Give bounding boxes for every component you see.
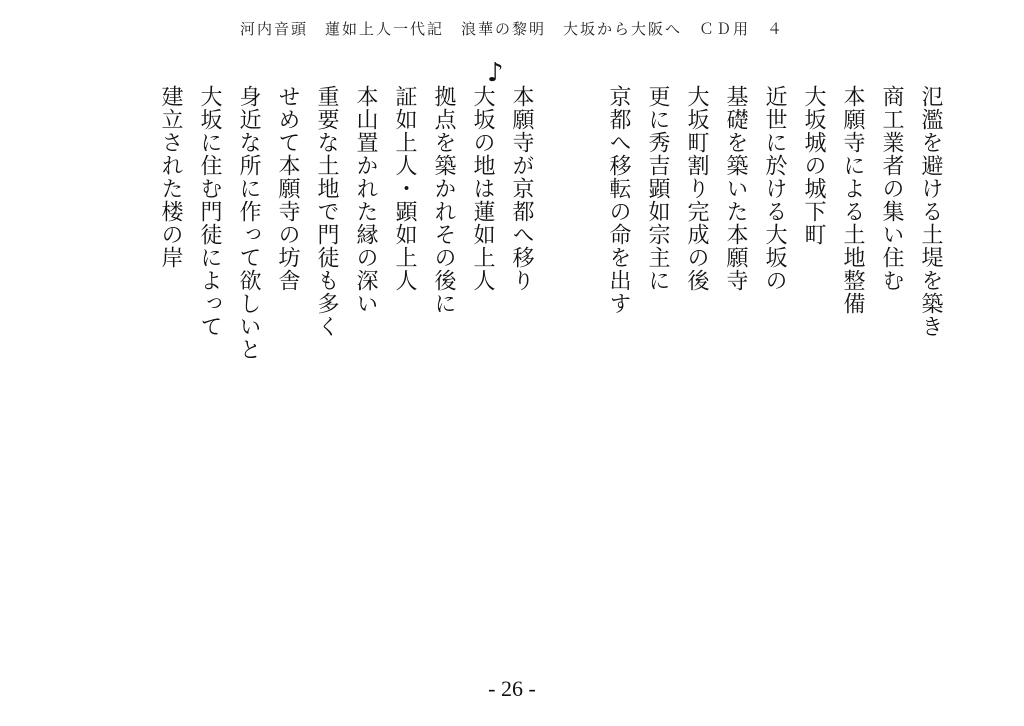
- lyric-line: 大坂の地は蓮如上人: [470, 85, 495, 292]
- lyric-line: 本願寺が京都へ移り: [509, 85, 534, 292]
- lyric-line: 証如上人・顕如上人: [392, 85, 417, 292]
- lyric-line: 大坂城の城下町: [801, 85, 826, 246]
- lyric-line: 本願寺による土地整備: [840, 85, 865, 315]
- page-number: - 26 -: [488, 676, 536, 701]
- lyric-line: 建立された楼の岸: [158, 85, 183, 269]
- lyric-line: 本山置かれた縁の深い: [353, 85, 378, 315]
- music-note-icon: ♪: [487, 58, 504, 88]
- lyric-line: 基礎を築いた本願寺: [723, 85, 748, 292]
- lyric-line: 重要な土地で門徒も多く: [314, 85, 339, 338]
- page-header: 河内音頭 蓮如上人一代記 浪華の黎明 大坂から大阪へ ＣＤ用 ４: [239, 20, 784, 38]
- lyric-line: 氾濫を避ける土堤を築き: [918, 85, 943, 338]
- lyric-line: 身近な所に作って欲しいと: [236, 85, 261, 361]
- lyric-line: 大坂に住む門徒によって: [197, 85, 222, 338]
- lyrics-body: [151, 85, 950, 445]
- lyric-line: 商工業者の集い住む: [879, 85, 904, 292]
- lyric-line: せめて本願寺の坊舎: [275, 85, 300, 292]
- lyric-line: 京都へ移転の命を出す: [606, 85, 631, 315]
- lyric-line: 拠点を築かれその後に: [431, 85, 456, 315]
- section-divider: [541, 85, 599, 445]
- lyric-line: 更に秀吉顕如宗主に: [645, 85, 670, 292]
- lyric-line: 近世に於ける大坂の: [762, 85, 787, 292]
- lyric-line: 大坂町割り完成の後: [684, 85, 709, 292]
